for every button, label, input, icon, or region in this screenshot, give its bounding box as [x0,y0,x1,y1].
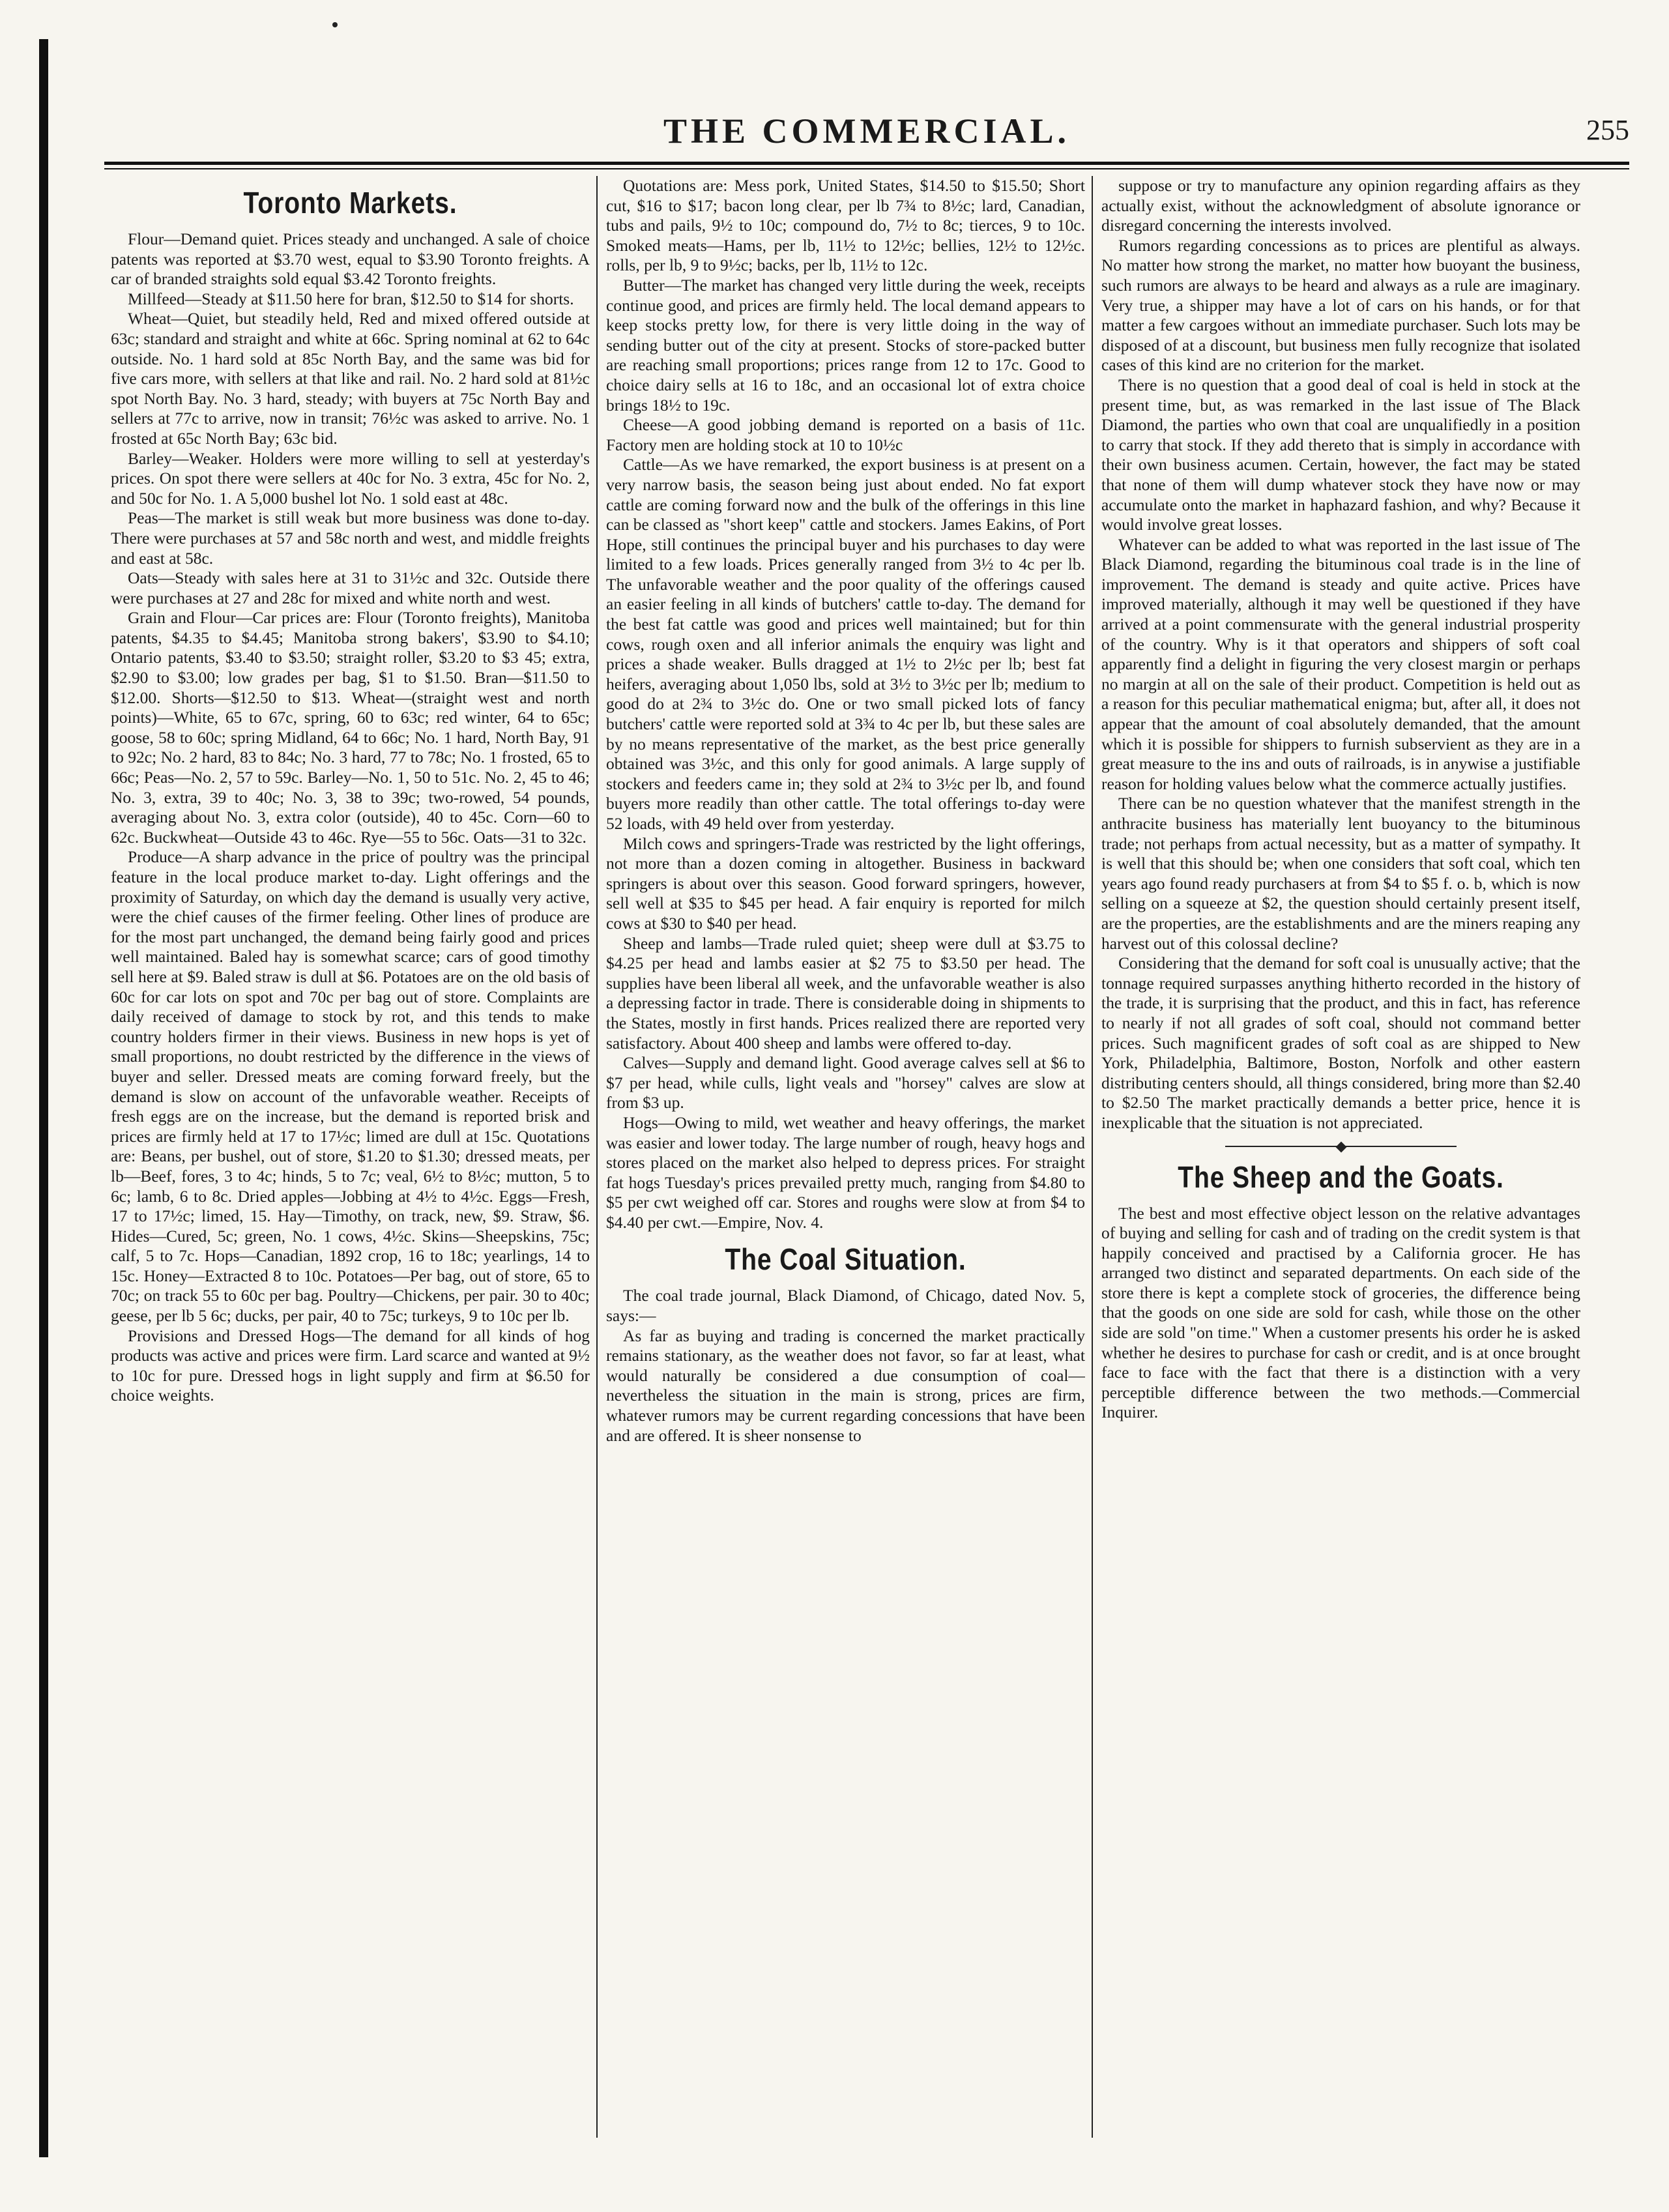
paragraph: The best and most effective object lesson on the relative advantages of buying and selling for cash and of trading on the credit system is that happily conceived and practised by a California grocer. He has arranged two distinct and separated departments. On each side of the store there is kept a complete stock of groceries, the difference being that the goods on one side are sold for cash, while those on the other side are sold "on time." When a customer presents his order he is asked whether he desires to purchase for cash or credit, and is at once brought face to face with the fact that there is a distinction with a very perceptible difference between the two methods.—Commercial Inquirer. [1101,1203,1580,1422]
paragraph: Quotations are: Mess pork, United States, $14.50 to $15.50; Short cut, $16 to $17; bacon long clear, per lb 7¾ to 8½c; lard, Canadian, tubs and pails, 9½ to 10c; compound do, 7½ to 8c; tierces, 9 to 10c. Smoked meats—Hams, per lb, 11½ to 12½c; bellies, 12½ to 12½c. rolls, per lb, 9 to 9½c; backs, per lb, 11½ to 12c. [606,176,1085,275]
header-rule [104,162,1629,165]
article-title-coal-situation: The Coal Situation. [725,1242,966,1277]
paragraph: Oats—Steady with sales here at 31 to 31½c and 32c. Outside there were purchases at 27 and 28c for mixed and white north and west. [111,568,590,607]
paragraph: Calves—Supply and demand light. Good average calves sell at $6 to $7 per head, while culls, light veals and "horsey" calves are slow at from $3 up. [606,1053,1085,1113]
paragraph: Milch cows and springers-Trade was restricted by the light offerings, not more than a dozen coming in altogether. Business in backward springers is about over this season. Good forward springers, however, sell well at $35 to $45 per head. A fair enquiry is reported for milch cows at $30 to $40 per head. [606,834,1085,933]
paragraph: Wheat—Quiet, but steadily held, Red and mixed offered outside at 63c; standard and straight and white at 66c. Spring nominal at 62 to 64c outside. No. 1 hard sold at 85c North Bay, and the same was bid for five cars more, with sellers at that like and rail. No. 2 hard sold at 81½c spot North Bay. No. 3 hard, steady; with buyers at 75c North Bay and sellers at 77c to arrive, now in transit; 76½c was asked to arrive. No. 1 frosted at 65c North Bay; 63c bid. [111,309,590,448]
paragraph: Butter—The market has changed very little during the week, receipts continue good, and prices are firmly held. The local demand appears to keep stocks pretty low, for there is very little doing in the way of sending butter out of the city at present. Stocks of store-packed butter are reaching small proportions; prices range from 12 to 17c. Good to choice dairy sells at 16 to 18c, and an occasional lot of extra choice brings 18½ to 19c. [606,275,1085,415]
paragraph: Rumors regarding concessions as to prices are plentiful as always. No matter how strong the market, no matter how buoyant the business, such rumors are always to be heard and always as a rule are imaginary. Very true, a shipper may have a lot of cars on his hands, or for that matter a few cargoes without an immediate purchaser. Such lots may be disposed of at a discount, but business men fully recognize that isolated cases of this kind are no criterion for the market. [1101,235,1580,375]
paragraph: Millfeed—Steady at $11.50 here for bran, $12.50 to $14 for shorts. [128,289,574,308]
paragraph: Peas—The market is still weak but more business was done to-day. There were purchases at 57 and 58c north and west, and middle freights and east at 58c. [111,508,590,568]
binding-spine [39,39,48,2157]
column-divider [1092,176,1093,2138]
page-header [104,111,1629,156]
ink-dot [332,22,338,27]
paragraph: Sheep and lambs—Trade ruled quiet; sheep were dull at $3.75 to $4.25 per head and lambs easier at $2 75 to $3.50 per head. The supplies have been liberal all week, and the unfavorable weather is also a depressing factor in trade. There is considerable doing in shipments to the States, mostly in first hands. Prices realized there are reported very satisfactory. About 400 sheep and lambs were offered to-day. [606,933,1085,1053]
column-divider [596,176,598,2138]
paragraph: Cheese—A good jobbing demand is reported on a basis of 11c. Factory men are holding stock at 10 to 10½c [606,415,1085,454]
paragraph: suppose or try to manufacture any opinion regarding affairs as they actually exist, without the acknowledgment of absolute ignorance or disregard concerning the interests involved. [1101,176,1580,235]
paragraph: Considering that the demand for soft coal is unusually active; that the tonnage required surpasses anything hitherto recorded in the history of the trade, it is surprising that the product, and this in fact, has reference to nearly if not all grades of soft coal, should not command better prices. Such magnificent grades of soft coal as are shipped to New York, Philadelphia, Baltimore, Boston, Norfolk and other eastern distributing centers should, all things considered, bring more than $2.40 to $2.50 The market practically demands a better price, hence it is inexplicable that the situation is not appreciated. [1101,953,1580,1132]
paragraph: The coal trade journal, Black Diamond, of Chicago, dated Nov. 5, says:— [606,1286,1085,1326]
column-1 [111,176,590,2144]
masthead: THE COMMERCIAL. [663,111,1070,151]
article-title-sheep-and-goats: The Sheep and the Goats. [1178,1159,1504,1194]
paragraph: Hogs—Owing to mild, wet weather and heavy offerings, the market was easier and lower today. The large number of rough, heavy hogs and stores placed on the market also helped to depress prices. For straight fat hogs Tuesday's prices prevailed pretty much, ranging from $4.80 to $5 per cwt weighed off car. Stores and roughs were slow at from $4 to $4.40 per cwt.—Empire, Nov. 4. [606,1113,1085,1232]
article-title-toronto-markets: Toronto Markets. [243,186,457,220]
paragraph: As far as buying and trading is concerned the market practically remains stationary, as the weather does not favor, so far at least, what would naturally be considered a due consumption of coal—nevertheless the situation in the main is strong, prices are firm, whatever rumors may be current regarding concessions that have been and are offered. It is sheer nonsense to [606,1326,1085,1445]
paragraph: Flour—Demand quiet. Prices steady and unchanged. A sale of choice patents was reported at $3.70 west, equal to $3.90 Toronto freights. A car of branded straights sold equal $3.42 Toronto freights. [111,229,590,289]
section-divider [1101,1142,1580,1150]
paragraph: Cattle—As we have remarked, the export business is at present on a very narrow basis, the season being just about ended. No fat export cattle are coming forward now and the bulk of the offerings in this line can be classed as "short keep" cattle and stockers. James Eakins, of Port Hope, still continues the principal buyer and his purchases to day were limited to a few loads. Prices generally ranged from 3½ to 4c per lb. The unfavorable weather and the poor quality of the offerings caused an easier feeling in all kinds of butchers' cattle to-day. The demand for the best fat cattle was good and prices well maintained; but for thin cows, rough oxen and all inferior animals the enquiry was light and prices a shade weaker. Bulls dragged at 1½ to 2½c per lb; best fat heifers, averaging about 1,050 lbs, sold at 3½ to 3½c per lb; medium to good do at 2¾ to 3½c do. One or two small picked lots of fancy butchers' cattle were reported sold at 3¾ to 4c per lb, but these sales are by no means representative of the market, as the best price generally obtained was 3½c, and this only for good animals. A large supply of stockers and feeders came in; they sold at 2¾ to 3½c per lb, and found buyers more readily than other cattle. The total offerings to-day were 52 loads, with 49 held over from yesterday. [606,455,1085,833]
paragraph: There is no question that a good deal of coal is held in stock at the present time, but, as was remarked in the last issue of The Black Diamond, the parties who own that coal are unqualifiedly in a position to carry that stock. If they add thereto that is simply in accordance with their own business acumen. Certain, however, the fact may be stated that none of them will dump whatever stock they have now or may accumulate onto the market in haphazard fashion, and why? Because it would involve great losses. [1101,375,1580,534]
paragraph: Grain and Flour—Car prices are: Flour (Toronto freights), Manitoba patents, $4.35 to $4.45; Manitoba strong bakers', $3.90 to $4.10; Ontario patents, $3.40 to $3.50; straight roller, $3.20 to $3 45; extra, $2.90 to $3.00; low grades per bag, $1 to $1.50. Bran—$11.50 to $12.00. Shorts—$12.50 to $13. Wheat—(straight west and north points)—White, 65 to 67c, spring, 60 to 63c; red winter, 64 to 65c; goose, 58 to 60c; spring Midland, 64 to 66c; No. 1 hard, North Bay, 91 to 92c; No. 2 hard, 83 to 84c; No. 3 hard, 77 to 78c; No. 1 frosted, 65 to 66c; Peas—No. 2, 57 to 59c. Barley—No. 1, 50 to 51c. No. 2, 45 to 46; No. 3, extra, 39 to 40c; No. 3, 38 to 39c; two-rowed, 54 pounds, averaging about No. 3, extra color (outside), 40 to 45c. Corn—60 to 62c. Buckwheat—Outside 43 to 46c. Rye—55 to 56c. Oats—31 to 32c. [111,608,590,847]
header-rule-thin [104,168,1629,169]
paragraph: There can be no question whatever that the manifest strength in the anthracite business has materially lent buoyancy to the bituminous trade; not perhaps from actual necessity, but as a matter of sympathy. It is well that this should be; when one considers that soft coal, which ten years ago found ready purchasers at from $4 to $5 f. o. b, which is now selling on a squeeze at $2, the question should certainly present itself, are the properties, are the establishments and are the miners reaping any harvest out of this colossal decline? [1101,794,1580,953]
paragraph: Barley—Weaker. Holders were more willing to sell at yesterday's prices. On spot there were sellers at 40c for No. 3 extra, 45c for No. 2, and 50c for No. 1. A 5,000 bushel lot No. 1 sold east at 48c. [111,448,590,508]
column-3 [1101,176,1580,2144]
paragraph: Produce—A sharp advance in the price of poultry was the principal feature in the local produce market to-day. Light offerings and the proximity of Saturday, on which day the demand is usually very active, were the chief causes of the firmer feeling. Other lines of produce are for the most part unchanged, the demand being fairly good and prices well maintained. Baled hay is somewhat scarce; cars of good timothy sell here at $9. Baled straw is dull at $6. Potatoes are on the old basis of 60c for car lots on spot and 70c per bag out of store. Complaints are daily received of damage to stock by rot, and this tends to make country holders firmer in their views. Business in new hops is yet of small proportions, no doubt restricted by the difference in the views of buyer and seller. Dressed meats are coming forward freely, but the demand is slow on account of the unfavorable weather. Receipts of fresh eggs are on the increase, but the demand is reported brisk and prices are firmly held at 17 to 17½c; limed are dull at 15c. Quotations are: Beans, per bushel, out of store, $1.20 to $1.30; dressed meats, per lb—Beef, fores, 3 to 4c; hinds, 5 to 7c; veal, 6½ to 8½c; mutton, 5 to 6c; lamb, 6 to 8c. Dried apples—Jobbing at 4½ to 4½c. Eggs—Fresh, 17 to 17½c; limed, 15. Hay—Timothy, on track, new, $9. Straw, $6. Hides—Cured, 5c; green, No. 1 cows, 4½c. Skins—Sheepskins, 75c; calf, 5 to 7c. Hops—Canadian, 1892 crop, 16 to 18c; yearlings, 14 to 15c. Honey—Extracted 8 to 10c. Potatoes—Per bag, out of store, 65 to 70c; on track 55 to 60c per bag. Poultry—Chickens, per pair. 30 to 40c; geese, per lb 5 6c; ducks, per pair, 40 to 75c; turkeys, 9 to 10c per lb. [111,847,590,1326]
paragraph: Whatever can be added to what was reported in the last issue of The Black Diamond, regarding the bituminous coal trade is in the line of improvement. The demand is steady and quite active. Prices have improved materially, although it may well be questioned if they have arrived at a point commensurate with the general industrial prosperity of the country. Why is it that operators and shippers of soft coal apparently find a delight in figuring the very closest margin or perhaps no margin at all on the sale of their product. Competition is held out as a reason for this peculiar mathematical enigma; but, after all, it does not appear that the amount of coal absolutely demanded, that the amount which it is possible for shippers to furnish subservient as they are in a great measure to the ins and outs of railroads, is in anywise a justifiable reason for holding values below what the commerce actually justifies. [1101,534,1580,793]
paragraph: Provisions and Dressed Hogs—The demand for all kinds of hog products was active and prices were firm. Lard scarce and wanted at 9½ to 10c for pure. Dressed hogs in light supply and firm at $6.50 for choice weights. [111,1326,590,1405]
page-number: 255 [1586,114,1629,146]
column-2 [606,176,1085,2144]
